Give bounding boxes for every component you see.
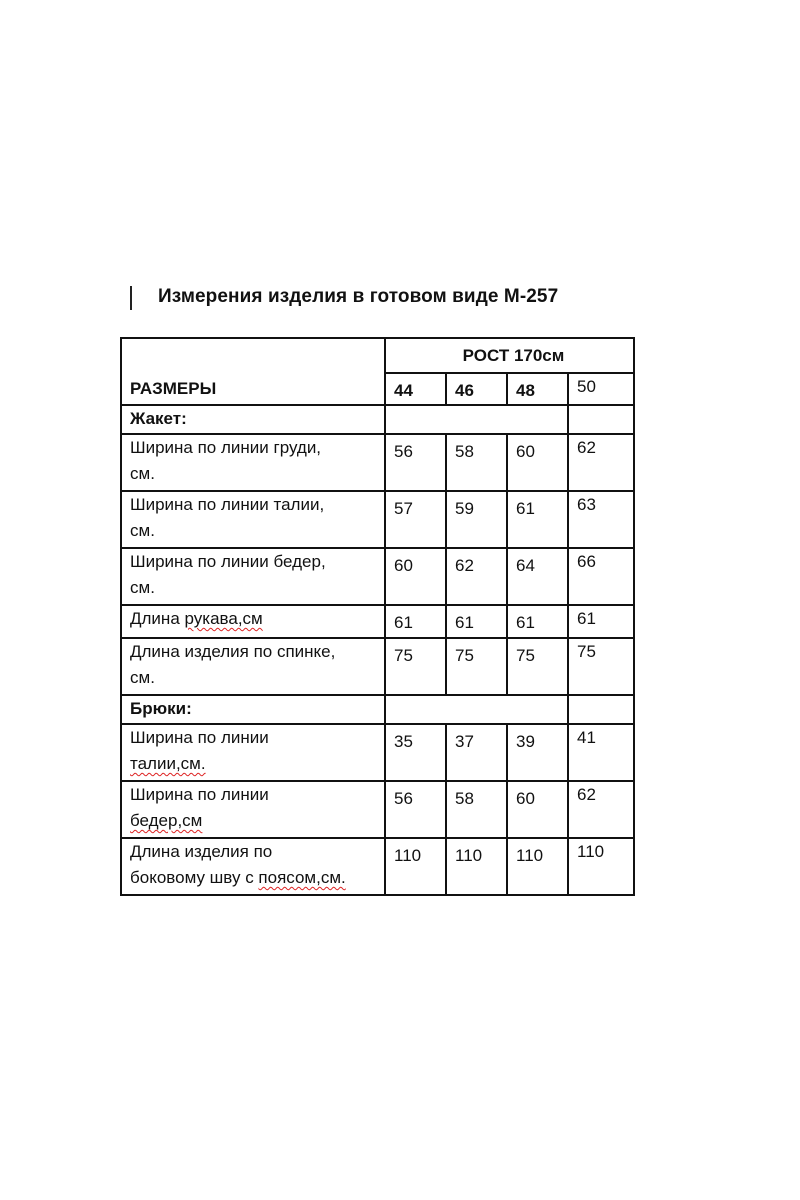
row-label: Ширина по линии бедер, см. — [121, 548, 385, 605]
cell-value: 61 — [568, 605, 634, 638]
cell-value: 58 — [446, 781, 507, 838]
cell-value: 57 — [385, 491, 446, 548]
cell-value: 63 — [568, 491, 634, 548]
cell-value: 62 — [446, 548, 507, 605]
section-jacket: Жакет: — [121, 405, 385, 434]
cell-value: 110 — [385, 838, 446, 895]
cell-value: 60 — [507, 434, 568, 491]
cell-value: 62 — [568, 781, 634, 838]
row-label: Ширина по линии бедер,см — [121, 781, 385, 838]
section-trousers: Брюки: — [121, 695, 385, 724]
cell-value: 59 — [446, 491, 507, 548]
row-label: Ширина по линии талии, см. — [121, 491, 385, 548]
cell-value: 37 — [446, 724, 507, 781]
cell-value: 61 — [446, 605, 507, 638]
size-48: 48 — [507, 373, 568, 405]
cell-value: 62 — [568, 434, 634, 491]
section-empty-cell — [385, 405, 568, 434]
size-44: 44 — [385, 373, 446, 405]
text-cursor — [130, 286, 132, 310]
cell-value: 75 — [568, 638, 634, 695]
cell-value: 64 — [507, 548, 568, 605]
row-label: Длина изделия по боковому шву с поясом,см. — [121, 838, 385, 895]
cell-value: 75 — [385, 638, 446, 695]
table-row — [121, 605, 634, 638]
table-row — [121, 724, 634, 781]
row-label: Ширина по линии груди, см. — [121, 434, 385, 491]
table-row — [121, 781, 634, 838]
cell-value: 75 — [507, 638, 568, 695]
section-empty-cell — [385, 695, 568, 724]
row-label: Длина изделия по спинке, см. — [121, 638, 385, 695]
table-row — [121, 491, 634, 548]
table-row — [121, 838, 634, 895]
section-empty-cell — [568, 695, 634, 724]
cell-value: 66 — [568, 548, 634, 605]
row-label: Длина рукава,см — [121, 605, 385, 638]
cell-value: 58 — [446, 434, 507, 491]
row-label: Ширина по линии талии,см. — [121, 724, 385, 781]
cell-value: 35 — [385, 724, 446, 781]
section-empty-cell — [568, 405, 634, 434]
cell-value: 56 — [385, 434, 446, 491]
table-row — [121, 638, 634, 695]
header-sizes-label: РАЗМЕРЫ — [121, 338, 385, 405]
size-chart-table — [120, 337, 635, 896]
cell-value: 110 — [446, 838, 507, 895]
cell-value: 110 — [507, 838, 568, 895]
table-row — [121, 548, 634, 605]
cell-value: 61 — [507, 605, 568, 638]
cell-value: 41 — [568, 724, 634, 781]
cell-value: 61 — [385, 605, 446, 638]
cell-value: 75 — [446, 638, 507, 695]
document-title: Измерения изделия в готовом виде М-257 — [158, 286, 559, 307]
cell-value: 56 — [385, 781, 446, 838]
cell-value: 60 — [385, 548, 446, 605]
cell-value: 60 — [507, 781, 568, 838]
size-46: 46 — [446, 373, 507, 405]
cell-value: 39 — [507, 724, 568, 781]
cell-value: 61 — [507, 491, 568, 548]
size-50: 50 — [568, 373, 634, 405]
cell-value: 110 — [568, 838, 634, 895]
table-row — [121, 434, 634, 491]
header-height: РОСТ 170см — [385, 338, 634, 373]
